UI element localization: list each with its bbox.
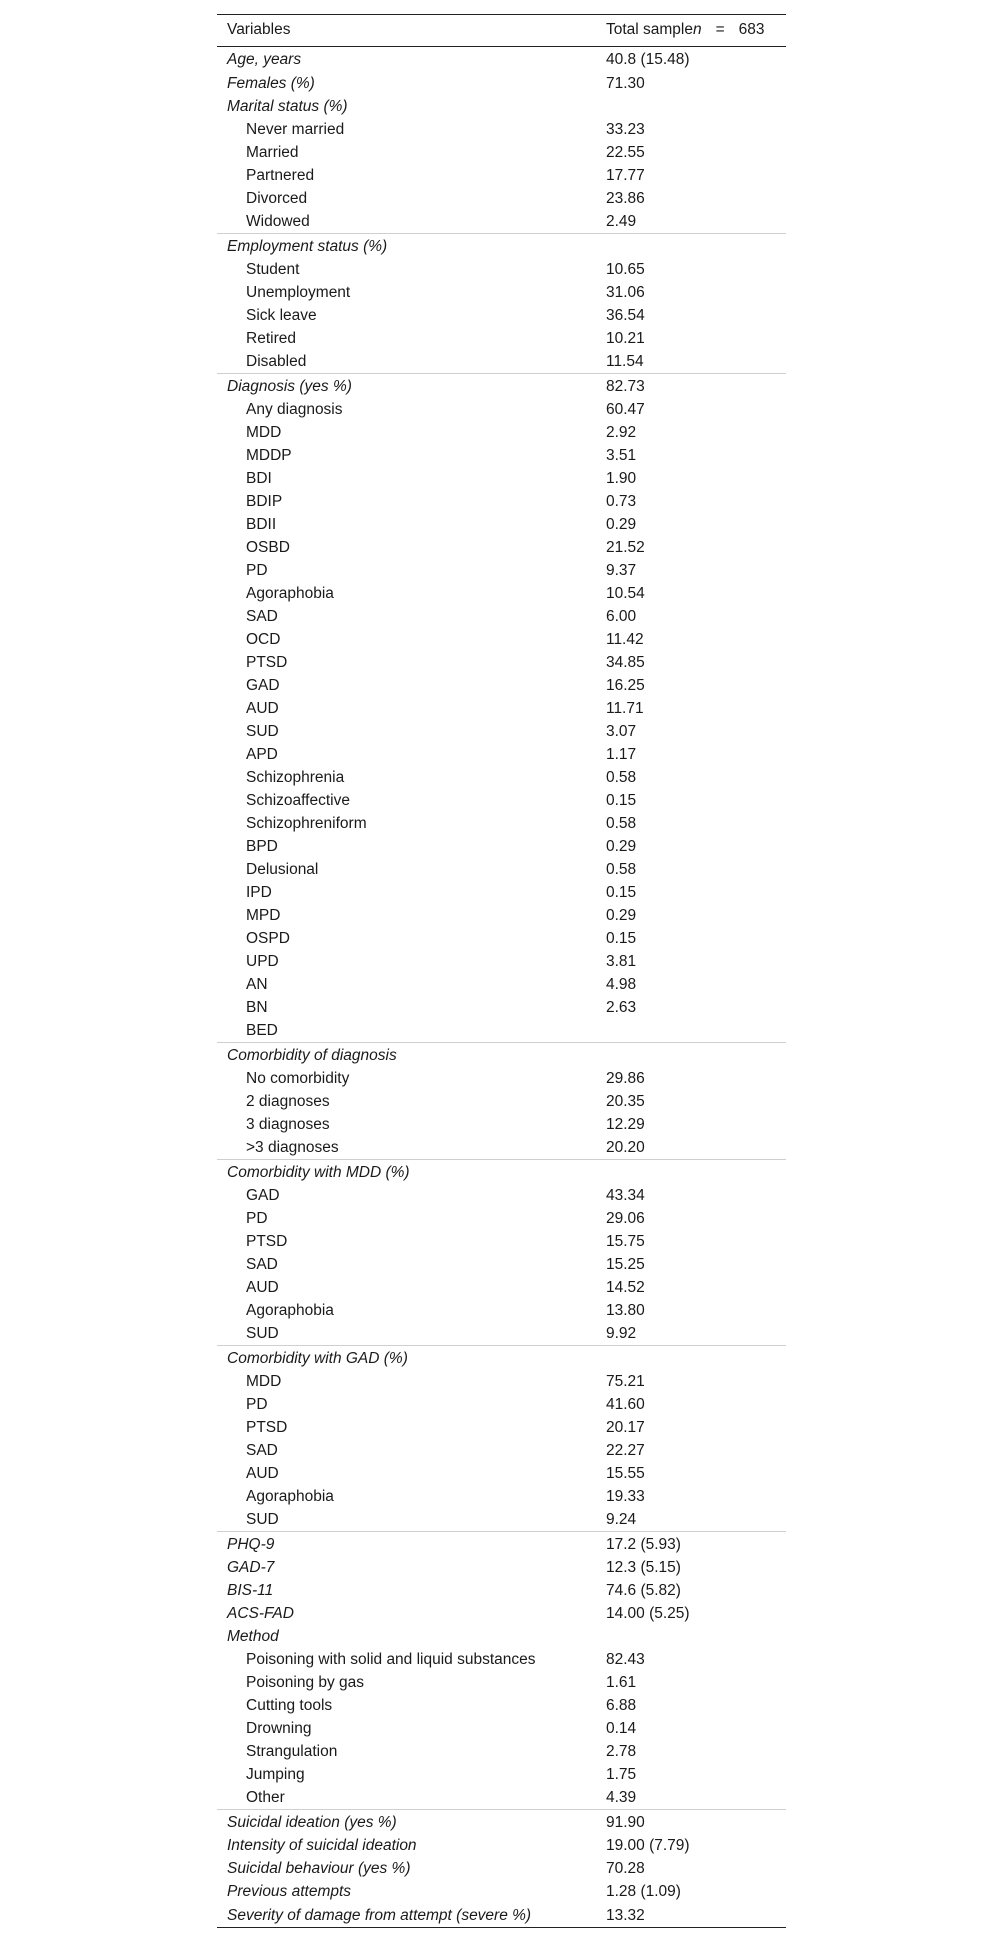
category-label: SUD [246, 723, 279, 740]
category-label: Agoraphobia [246, 1488, 334, 1505]
value-cell: 9.92 [605, 1325, 637, 1342]
value-cell: 19.33 [605, 1488, 645, 1505]
category-label: Retired [246, 330, 296, 347]
value-cell: 70.28 [605, 1860, 645, 1877]
variable-label: Employment status (%) [217, 234, 606, 259]
value-cell: 2.92 [605, 424, 637, 441]
table-row [217, 1880, 786, 1903]
table-row [217, 1671, 786, 1694]
category-label: SUD [246, 1325, 279, 1342]
variable-label: Females (%) [227, 75, 315, 92]
variable-label: Diagnosis (yes %) [217, 374, 606, 399]
value-cell: 17.2 (5.93) [606, 1532, 786, 1557]
category-label: Delusional [246, 861, 319, 878]
variable-label: Comorbidity with MDD (%) [217, 1160, 606, 1185]
table-row [217, 1416, 786, 1439]
value-cell: 1.90 [605, 470, 637, 487]
table-row [217, 1346, 786, 1371]
value-cell: 1.17 [605, 746, 637, 763]
table-row [217, 327, 786, 350]
value-cell: 20.20 [605, 1139, 645, 1156]
value-cell: 41.60 [605, 1396, 645, 1413]
value-cell: 22.55 [605, 144, 645, 161]
value-cell: 40.8 (15.48) [605, 51, 690, 68]
variable-label: BIS-11 [227, 1582, 274, 1599]
value-cell: 6.88 [605, 1697, 637, 1714]
table-row [217, 927, 786, 950]
value-cell: 15.75 [605, 1233, 645, 1250]
table-row [217, 1857, 786, 1880]
value-cell: 19.00 (7.79) [605, 1837, 690, 1854]
value-cell: 11.71 [605, 700, 644, 717]
value-cell [606, 1019, 786, 1043]
table-row [217, 1579, 786, 1602]
value-cell: 3.81 [605, 953, 637, 970]
value-cell: 20.35 [605, 1093, 645, 1110]
value-cell: 15.55 [605, 1465, 645, 1482]
category-label: AUD [246, 700, 279, 717]
category-label: BDIP [246, 493, 283, 510]
table-row [217, 1322, 786, 1346]
value-cell: 11.42 [605, 631, 644, 648]
category-label: APD [246, 746, 278, 763]
value-cell: 9.37 [605, 562, 637, 579]
table-row [217, 1113, 786, 1136]
value-cell: 0.14 [605, 1720, 637, 1737]
category-label: Cutting tools [246, 1697, 333, 1714]
table-row [217, 1393, 786, 1416]
value-cell [606, 1346, 786, 1371]
value-cell: 82.43 [605, 1651, 645, 1668]
value-cell [606, 1043, 786, 1068]
category-label: SAD [246, 608, 278, 625]
category-label: SAD [246, 1442, 278, 1459]
value-cell: 1.75 [605, 1766, 637, 1783]
value-cell: 3.07 [605, 723, 637, 740]
table-row [217, 858, 786, 881]
category-label: PD [246, 1210, 268, 1227]
category-label: UPD [246, 953, 279, 970]
table-row [217, 374, 786, 399]
value-cell: 1.61 [605, 1674, 637, 1691]
header-total-sample [606, 15, 786, 47]
table-row [217, 490, 786, 513]
category-label: No comorbidity [246, 1070, 350, 1087]
category-label: 2 diagnoses [246, 1093, 330, 1110]
table-row [217, 187, 786, 210]
category-label: OSPD [246, 930, 290, 947]
table-row [217, 1763, 786, 1786]
category-label: Student [246, 261, 300, 278]
value-cell: 0.58 [605, 769, 637, 786]
variable-label: Method [227, 1628, 279, 1645]
table-row [217, 210, 786, 234]
table-row [217, 1786, 786, 1810]
table-row [217, 1740, 786, 1763]
table-row [217, 720, 786, 743]
table-row [217, 467, 786, 490]
table-row [217, 1207, 786, 1230]
value-cell: 71.30 [605, 75, 645, 92]
category-label: PD [246, 562, 268, 579]
table-row [217, 766, 786, 789]
value-cell: 0.29 [605, 907, 637, 924]
category-label: Never married [246, 121, 345, 138]
variable-label: GAD-7 [227, 1559, 275, 1576]
value-cell: 82.73 [606, 374, 786, 399]
table-row [217, 973, 786, 996]
category-label: MDD [246, 1373, 282, 1390]
table-row [217, 1160, 786, 1185]
category-label: Agoraphobia [246, 1302, 334, 1319]
category-label: Disabled [246, 353, 307, 370]
value-cell: 10.54 [605, 585, 645, 602]
table-row [217, 1602, 786, 1625]
table-row [217, 1090, 786, 1113]
table-row [217, 789, 786, 812]
variable-label: Comorbidity with GAD (%) [217, 1346, 606, 1371]
category-label: GAD [246, 1187, 280, 1204]
table-row [217, 1556, 786, 1579]
variable-label: Suicidal ideation (yes %) [217, 1810, 606, 1835]
value-cell: 29.06 [605, 1210, 645, 1227]
table-row [217, 141, 786, 164]
category-label: Divorced [246, 190, 308, 207]
value-cell: 10.21 [605, 330, 645, 347]
category-label: SAD [246, 1256, 278, 1273]
table-row [217, 234, 786, 259]
category-label: PTSD [246, 654, 288, 671]
category-label: >3 diagnoses [246, 1139, 339, 1156]
table-row [217, 628, 786, 651]
value-cell: 3.51 [605, 447, 637, 464]
header-n-symbol: n [692, 21, 702, 38]
value-cell: 31.06 [605, 284, 645, 301]
table-row [217, 118, 786, 141]
value-cell [606, 1160, 786, 1185]
value-cell: 0.15 [605, 884, 637, 901]
value-cell: 2.78 [605, 1743, 637, 1760]
category-label: SUD [246, 1511, 279, 1528]
value-cell: 33.23 [605, 121, 645, 138]
variable-label: Suicidal behaviour (yes %) [227, 1860, 411, 1877]
table-row [217, 950, 786, 973]
value-cell: 14.52 [605, 1279, 645, 1296]
category-label: Jumping [246, 1766, 305, 1783]
value-cell: 13.32 [606, 1903, 786, 1928]
value-cell: 0.58 [605, 861, 637, 878]
table-row [217, 258, 786, 281]
table-row [217, 697, 786, 720]
table-row [217, 1485, 786, 1508]
value-cell: 2.49 [605, 213, 637, 230]
variable-label: PHQ-9 [217, 1532, 606, 1557]
category-label: Schizophrenia [246, 769, 345, 786]
variable-label: Severity of damage from attempt (severe %) [217, 1903, 606, 1928]
table-container [217, 14, 786, 1928]
table-row [217, 47, 786, 73]
table-row [217, 1043, 786, 1068]
header-row [217, 15, 786, 47]
category-label: AUD [246, 1465, 279, 1482]
value-cell: 36.54 [605, 307, 645, 324]
category-label: Sick leave [246, 307, 317, 324]
category-label: BED [246, 1022, 278, 1039]
category-label: Drowning [246, 1720, 312, 1737]
table-row [217, 1184, 786, 1207]
table-row [217, 1508, 786, 1532]
value-cell: 0.15 [605, 792, 637, 809]
category-label: MDD [246, 424, 282, 441]
table-row [217, 1532, 786, 1557]
category-label: MPD [246, 907, 281, 924]
category-label: Widowed [246, 213, 310, 230]
value-cell: 43.34 [605, 1187, 645, 1204]
variable-label: ACS-FAD [227, 1605, 294, 1622]
category-label: Strangulation [246, 1743, 338, 1760]
table-row [217, 1694, 786, 1717]
value-cell: 0.58 [605, 815, 637, 832]
category-label: OCD [246, 631, 281, 648]
value-cell: 13.80 [605, 1302, 645, 1319]
category-label: 3 diagnoses [246, 1116, 330, 1133]
category-label: Any diagnosis [246, 401, 343, 418]
value-cell: 12.29 [605, 1116, 645, 1133]
value-cell: 11.54 [605, 353, 644, 370]
table-row [217, 1903, 786, 1928]
category-label: PD [246, 1396, 268, 1413]
value-cell: 75.21 [605, 1373, 645, 1390]
category-label: PTSD [246, 1233, 288, 1250]
table-row [217, 1834, 786, 1857]
table-row [217, 1253, 786, 1276]
table-row [217, 1462, 786, 1485]
header-equals: = [715, 21, 725, 38]
value-cell: 4.98 [605, 976, 637, 993]
header-variables: Variables [217, 15, 606, 47]
value-cell: 6.00 [605, 608, 637, 625]
variable-label: Previous attempts [227, 1883, 352, 1900]
category-label: Unemployment [246, 284, 351, 301]
value-cell: 74.6 (5.82) [605, 1582, 681, 1599]
table-row [217, 536, 786, 559]
category-label: PTSD [246, 1419, 288, 1436]
table-row [217, 1276, 786, 1299]
table-row [217, 582, 786, 605]
value-cell: 14.00 (5.25) [605, 1605, 690, 1622]
table-row [217, 1019, 786, 1043]
value-cell: 23.86 [605, 190, 645, 207]
table-row [217, 72, 786, 95]
table-row [217, 835, 786, 858]
category-label: BN [246, 999, 268, 1016]
table-row [217, 1648, 786, 1671]
characteristics-table [217, 14, 786, 1928]
table-row [217, 304, 786, 327]
category-label: OSBD [246, 539, 290, 556]
value-cell: 0.73 [605, 493, 637, 510]
table-row [217, 281, 786, 304]
category-label: MDDP [246, 447, 292, 464]
category-label: Poisoning with solid and liquid substances [246, 1651, 536, 1668]
table-row [217, 95, 786, 118]
value-cell: 16.25 [605, 677, 645, 694]
value-cell: 21.52 [605, 539, 645, 556]
table-row [217, 1136, 786, 1160]
table-row [217, 881, 786, 904]
table-row [217, 651, 786, 674]
variable-label: Comorbidity of diagnosis [217, 1043, 606, 1068]
header-sample-size: 683 [738, 21, 765, 38]
table-row [217, 164, 786, 187]
category-label: Partnered [246, 167, 315, 184]
value-cell: 10.65 [605, 261, 645, 278]
value-cell: 29.86 [605, 1070, 645, 1087]
value-cell: 0.15 [605, 930, 637, 947]
table-row [217, 559, 786, 582]
table-row [217, 743, 786, 766]
table-row [217, 350, 786, 374]
table-row [217, 1299, 786, 1322]
value-cell: 2.63 [605, 999, 637, 1016]
variable-label: Age, years [227, 51, 302, 68]
table-header [217, 15, 786, 47]
category-label: BDII [246, 516, 277, 533]
table-row [217, 1717, 786, 1740]
table-row [217, 421, 786, 444]
value-cell: 91.90 [606, 1810, 786, 1835]
value-cell: 34.85 [605, 654, 645, 671]
value-cell: 17.77 [605, 167, 645, 184]
value-cell: 0.29 [605, 516, 637, 533]
header-total-sample-label: Total sample [605, 21, 693, 38]
table-row [217, 812, 786, 835]
value-cell: 60.47 [605, 401, 645, 418]
value-cell: 22.27 [605, 1442, 645, 1459]
category-label: BPD [246, 838, 278, 855]
table-row [217, 904, 786, 927]
value-cell [606, 95, 786, 118]
value-cell [606, 1625, 786, 1648]
value-cell: 4.39 [605, 1789, 637, 1806]
table-row [217, 605, 786, 628]
value-cell: 20.17 [605, 1419, 645, 1436]
table-row [217, 444, 786, 467]
category-label: Poisoning by gas [246, 1674, 365, 1691]
table-row [217, 1370, 786, 1393]
table-body [217, 47, 786, 1928]
value-cell [606, 234, 786, 259]
table-row [217, 1230, 786, 1253]
category-label: BDI [246, 470, 272, 487]
table-row [217, 513, 786, 536]
table-row [217, 674, 786, 697]
table-row [217, 1625, 786, 1648]
value-cell: 12.3 (5.15) [605, 1559, 681, 1576]
value-cell: 15.25 [605, 1256, 645, 1273]
category-label: Schizophreniform [246, 815, 367, 832]
category-label: Married [246, 144, 299, 161]
value-cell: 0.29 [605, 838, 637, 855]
category-label: Other [246, 1789, 285, 1806]
category-label: GAD [246, 677, 280, 694]
category-label: Schizoaffective [246, 792, 350, 809]
table-row [217, 996, 786, 1019]
category-label: AUD [246, 1279, 279, 1296]
table-row [217, 1067, 786, 1090]
category-label: Agoraphobia [246, 585, 334, 602]
variable-label: Intensity of suicidal ideation [227, 1837, 417, 1854]
category-label: IPD [246, 884, 272, 901]
value-cell: 1.28 (1.09) [605, 1883, 681, 1900]
variable-label: Marital status (%) [227, 98, 348, 115]
table-row [217, 398, 786, 421]
table-row [217, 1810, 786, 1835]
value-cell: 9.24 [605, 1511, 637, 1528]
category-label: AN [246, 976, 268, 993]
table-row [217, 1439, 786, 1462]
